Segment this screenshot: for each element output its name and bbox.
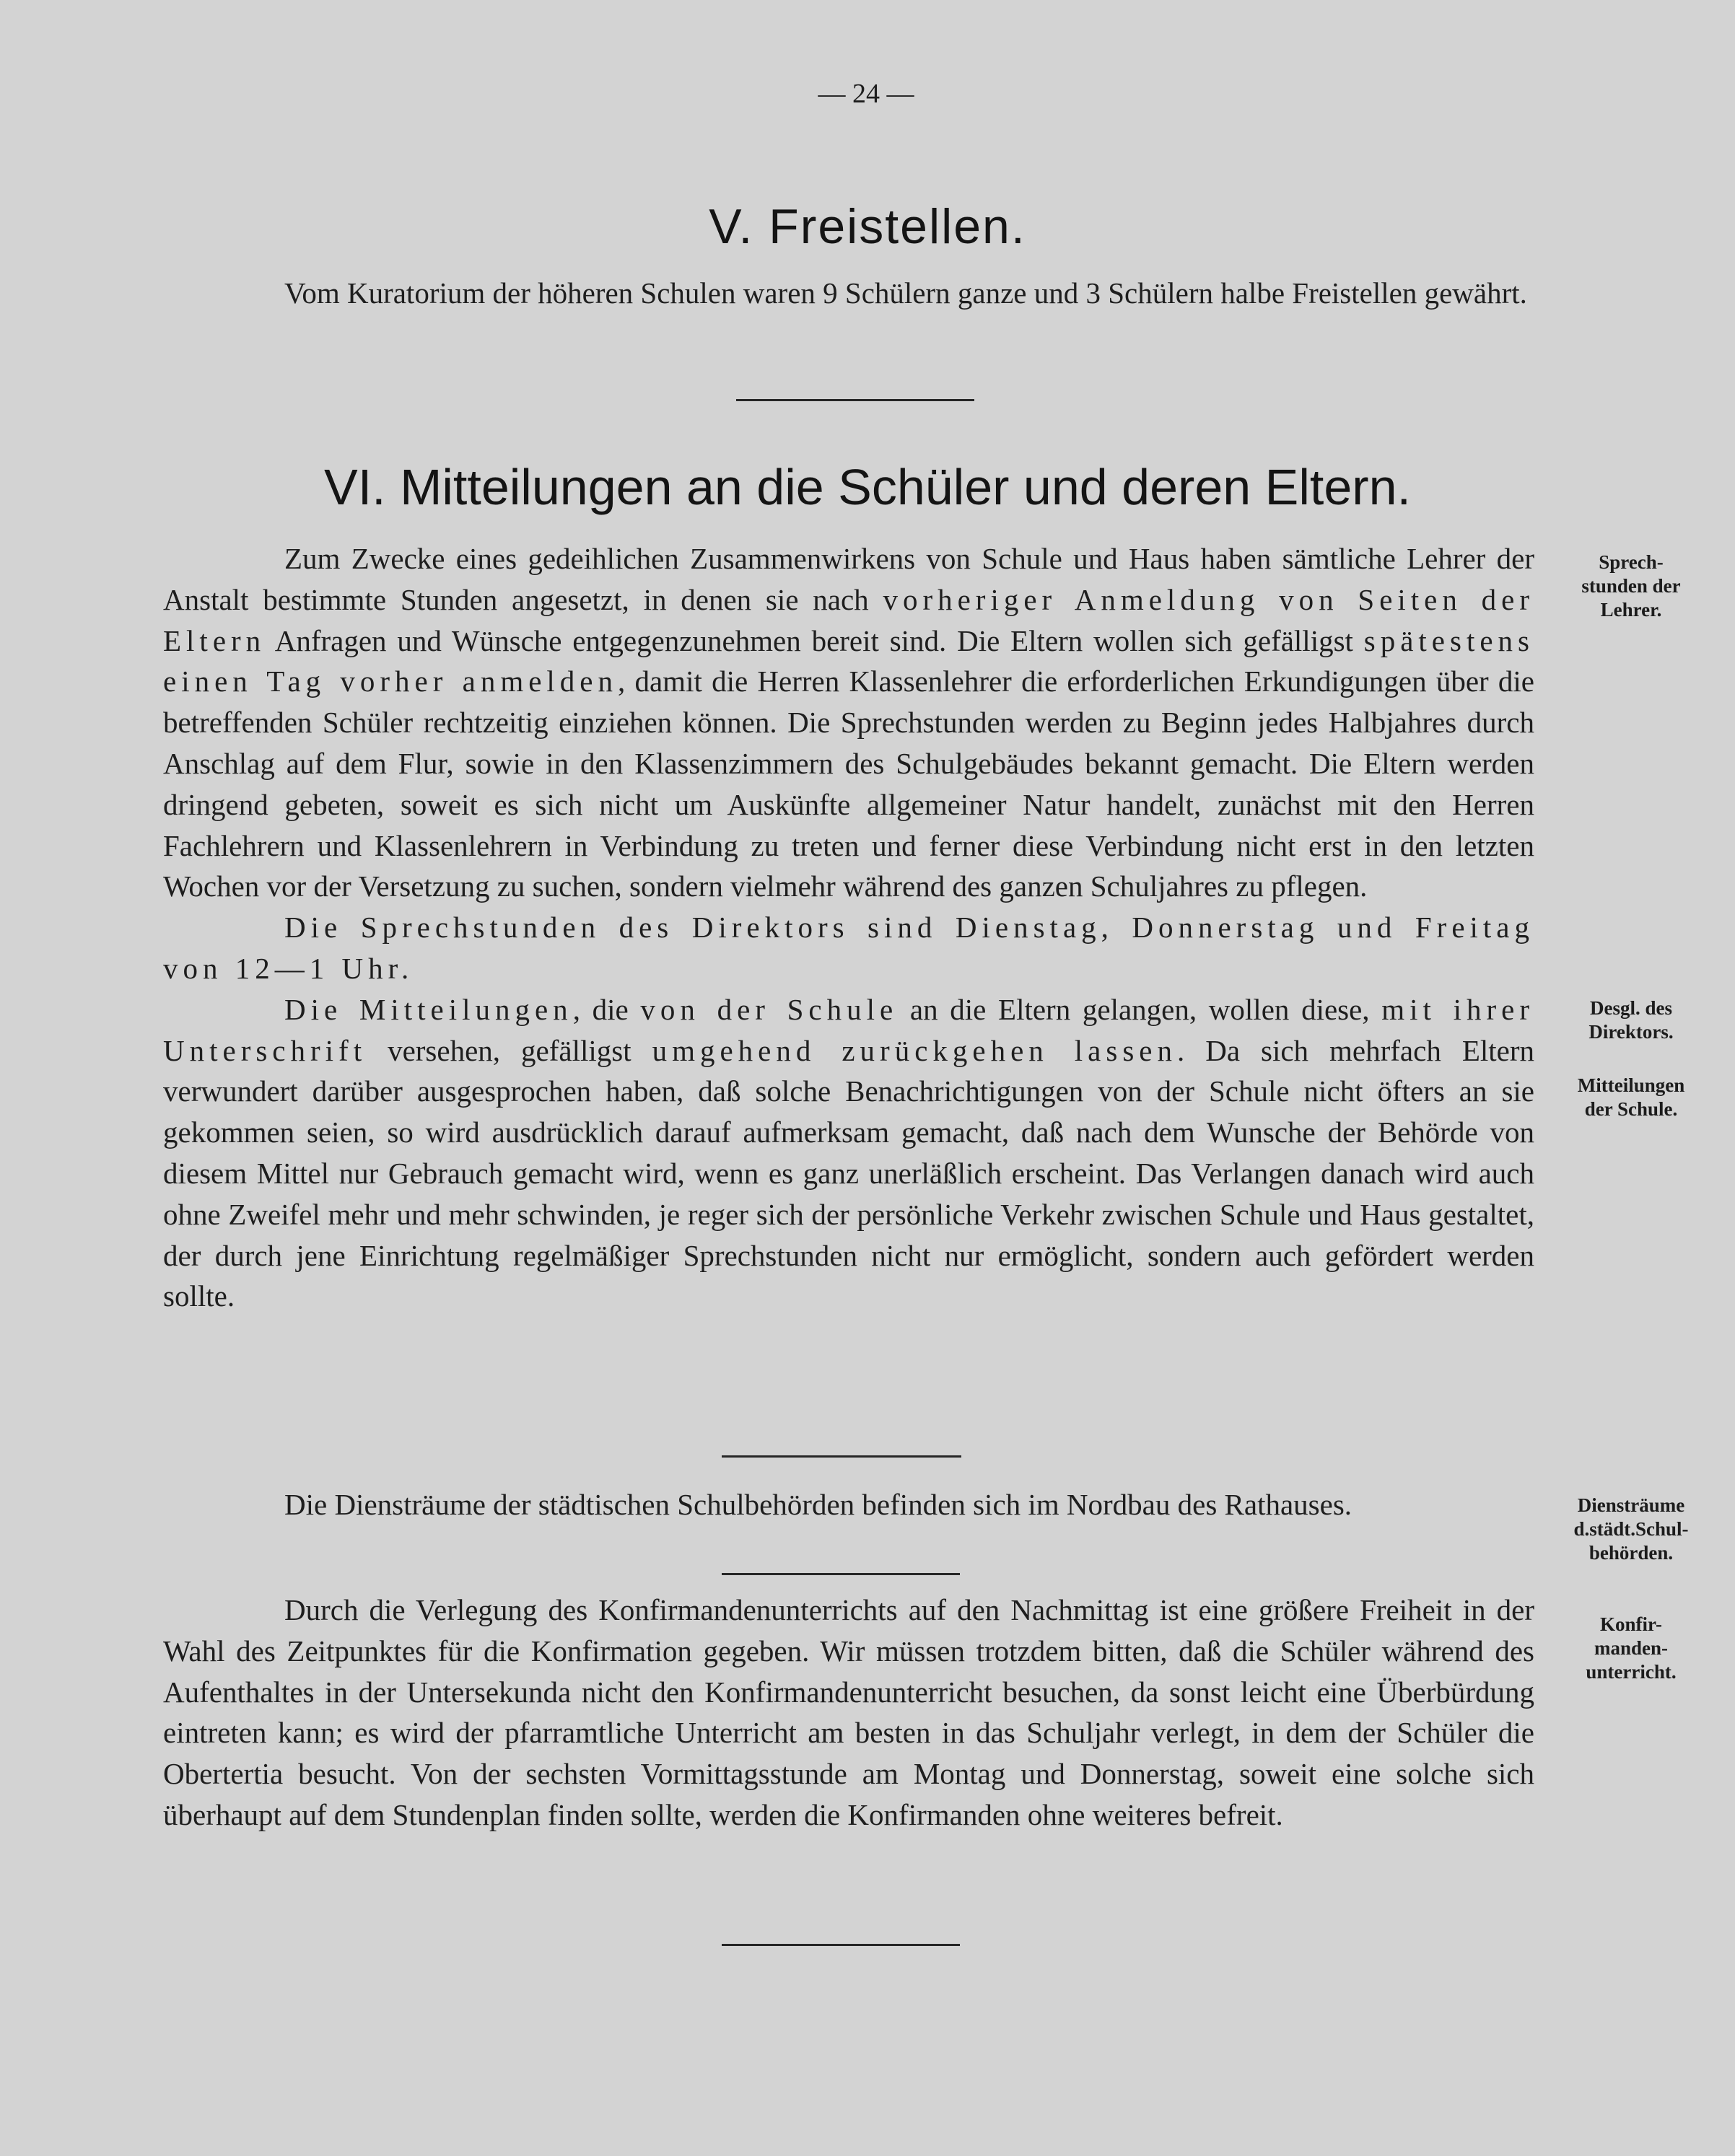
margin-note-line: behörden. (1588, 1542, 1674, 1564)
margin-note-line: Desgl. des (1590, 997, 1672, 1019)
section-5-body (163, 273, 1534, 314)
divider-rule (736, 399, 974, 401)
margin-note-line: Lehrer. (1600, 599, 1662, 621)
margin-note-sprechstunden (1544, 551, 1718, 622)
margin-note-line: stunden der (1581, 575, 1681, 597)
margin-note-line: der Schule. (1584, 1098, 1678, 1120)
text-run: . Da sich mehrfach Eltern verwundert darüber ausgesprochen haben, daß solche Benachrichtigungen von der Schule nicht öfters an sie gekommen seien, so wird ausdrücklich darauf aufmerksam gemacht, daß nach dem Wunsche der Behörde von diesem Mittel nur Gebrauch gemacht wird, wenn es ganz unerläßlich erscheint. Das Verlangen danach wird auch ohne Zweifel mehr und mehr schwinden, je reger sich der persönliche Verkehr zwischen Schule und Haus gestaltet, der durch jene Einrichtung regelmäßiger Sprechstunden nicht nur ermöglicht, sondern auch gefördert werden sollte. (163, 1033, 1534, 1313)
konfirmation-paragraph: Durch die Verlegung des Konfirmandenunterrichts auf den Nachmittag ist eine größere Freiheit in der Wahl des Zeitpunktes für die Konfirmation gegeben. Wir müssen trotzdem bitten, daß die Schüler während des Aufenthaltes in der Untersekunda nicht den Konfirmandenunterricht besuchen, da sonst leicht eine Überbürdung eintreten kann; es wird der pfarramtliche Unterricht am besten in das Schuljahr verlegt, in dem der Schüler die Obertertia besucht. Von der sechsten Vormittagsstunde am Montag und Donnerstag, soweit eine solche sich überhaupt auf dem Stundenplan finden sollte, werden die Konfirmanden ohne weiteres befreit. (163, 1593, 1534, 1831)
margin-note-line: Diensträume (1577, 1494, 1685, 1516)
margin-note-line: d.städt.Schul- (1573, 1518, 1689, 1540)
spaced-text: mit ihrer Unterschrift (163, 992, 1534, 1067)
margin-note-dienstraeume (1544, 1494, 1718, 1565)
margin-note-konfirmanden (1544, 1613, 1718, 1684)
spaced-text: spätestens einen Tag vorher anmelden (163, 623, 1534, 698)
margin-note-line: Mitteilungen (1577, 1074, 1685, 1096)
margin-note-line: Sprech- (1599, 551, 1664, 573)
text-run: versehen, gefälligst (367, 1033, 652, 1067)
section-6-title: VI. Mitteilungen an die Schüler und deren Eltern. (324, 459, 1411, 515)
margin-note-mitteilungen (1544, 1074, 1718, 1121)
divider-rule (722, 1944, 960, 1946)
margin-note-line: Direktors. (1588, 1021, 1674, 1043)
spaced-text: von der Schule (640, 992, 899, 1026)
dienstraeume-body (163, 1484, 1534, 1525)
text-run: an die Eltern gelangen, wollen diese, (898, 992, 1382, 1026)
freistellen-paragraph: Vom Kuratorium der höheren Schulen waren 9 Schülern ganze und 3 Schülern halbe Freistellen gewährt. (284, 276, 1527, 310)
konfirmation-body (163, 1590, 1534, 1836)
margin-note-line: manden- (1594, 1637, 1668, 1659)
margin-note-line: unterricht. (1586, 1661, 1677, 1683)
page-number: — 24 — (818, 79, 914, 109)
text-run: , damit die Herren Klassenlehrer die erforderlichen Erkundigungen über die betreffenden Schüler rechtzeitig einziehen können. Die Sprechstunden werden zu Beginn jedes Halbjahres durch Anschlag auf dem Flur, sowie in den Klassenzimmern des Schulgebäudes bekannt gemacht. Die Eltern werden dringend gebeten, soweit es sich nicht um Auskünfte allgemeiner Natur handelt, zunächst mit den Herren Fachlehrern und Klassenlehrern in Verbindung zu treten und ferner diese Verbindung nicht erst in den letzten Wochen vor der Versetzung zu suchen, sondern vielmehr während des ganzen Schuljahres zu pflegen. (163, 665, 1534, 903)
text-run: Zum Zwecke eines gedeihlichen Zusammenwirkens von Schule und Haus haben sämtliche Lehrer der Anstalt bestimmte Stunden angesetzt, in denen sie nach (163, 542, 1534, 616)
section-6-body (163, 538, 1534, 1317)
margin-note-line: Konfir- (1600, 1613, 1662, 1635)
sprechstunden-paragraph (163, 538, 1534, 907)
divider-rule (722, 1455, 961, 1458)
dienstraeume-paragraph: Die Diensträume der städtischen Schulbehörden befinden sich im Nordbau des Rathauses. (284, 1488, 1352, 1521)
text-run: Anfragen und Wünsche entgegenzunehmen bereit sind. Die Eltern wollen sich gefälligst (266, 623, 1364, 657)
section-5-title: V. Freistellen. (709, 199, 1026, 254)
text-run: , die (572, 992, 641, 1026)
spaced-text: vorheriger Anmeldung von Seiten der Eltern (163, 582, 1535, 657)
spaced-text: umgehend zurückgehen lassen (652, 1033, 1177, 1067)
margin-note-direktor (1544, 996, 1718, 1044)
direktor-paragraph: Die Sprechstunden des Direktors sind Dienstag, Donnerstag und Freitag von 12—1 Uhr. (163, 911, 1534, 985)
mitteilungen-paragraph (163, 989, 1534, 1317)
divider-rule (722, 1573, 960, 1575)
spaced-text: Die Mitteilungen (284, 992, 573, 1026)
